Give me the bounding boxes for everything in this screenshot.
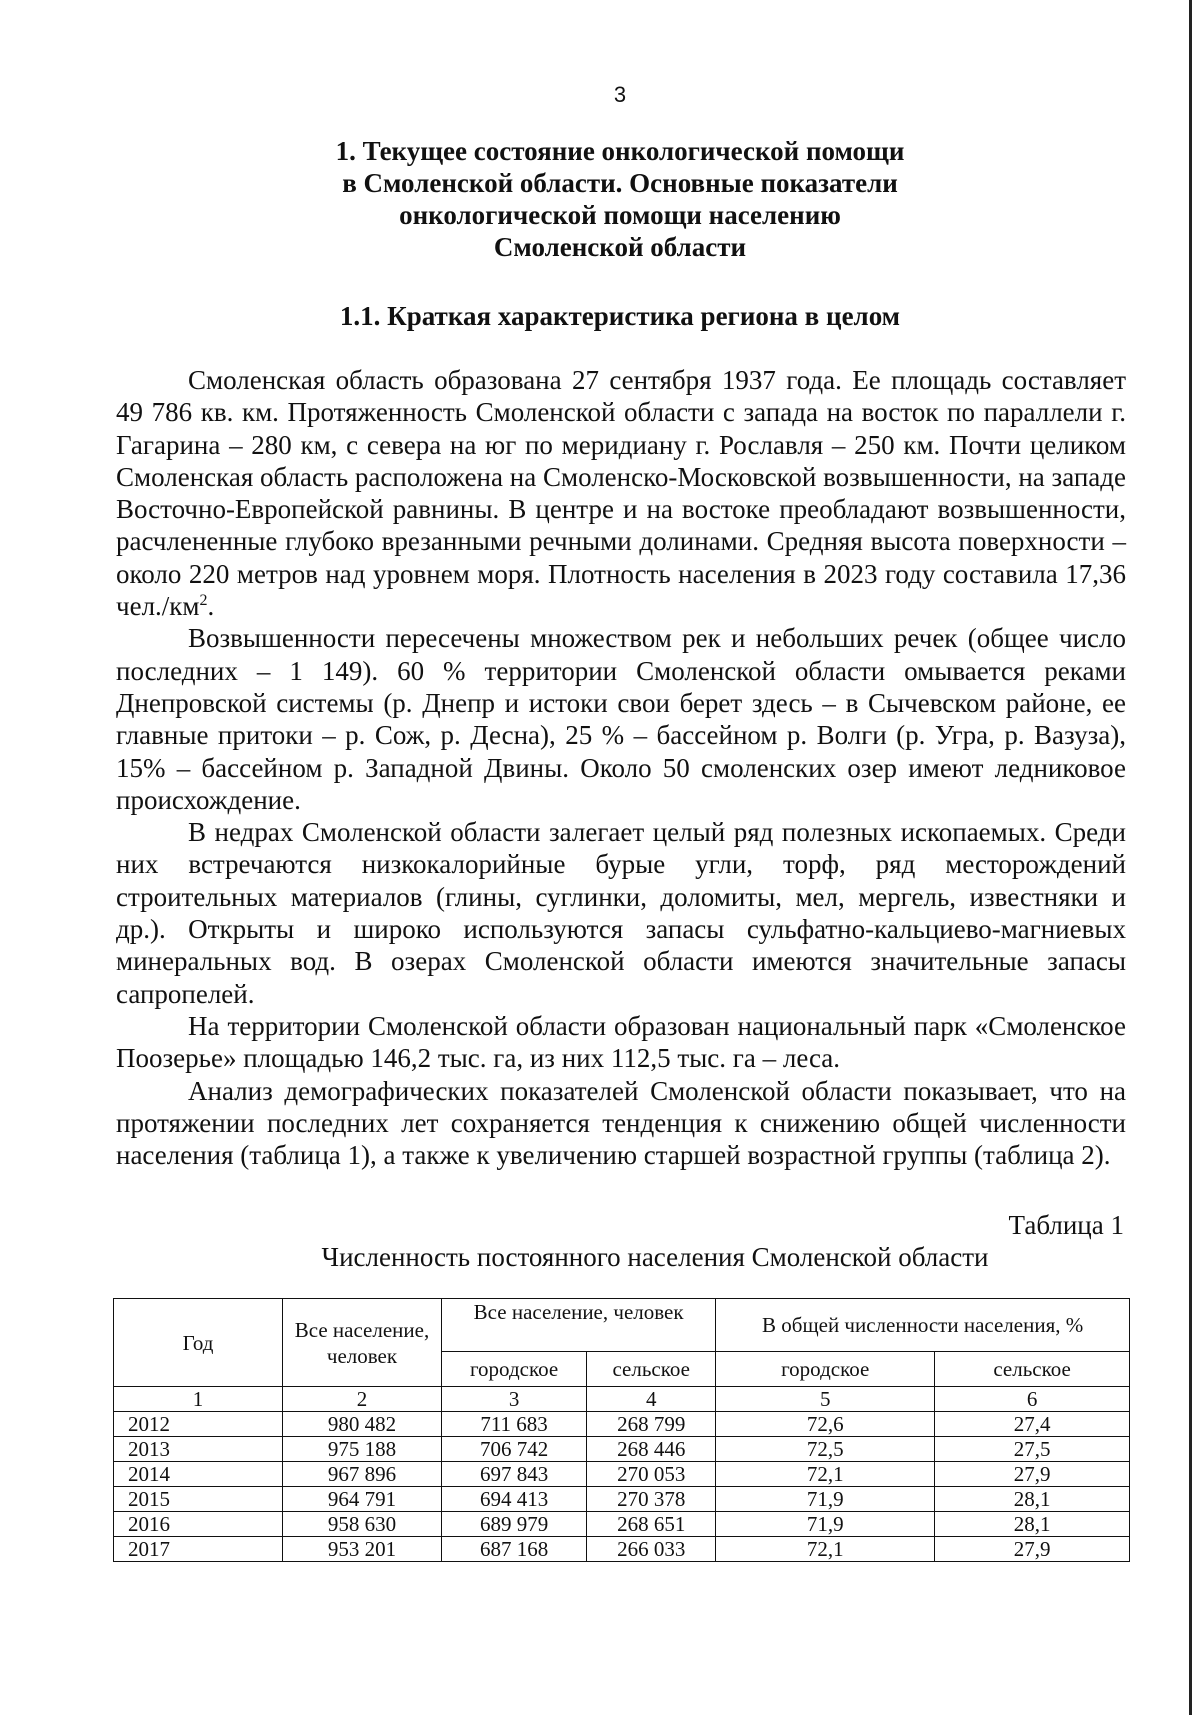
- header-year: Год: [114, 1299, 283, 1387]
- cell-urban: 687 168: [442, 1537, 587, 1562]
- section-heading-line-2: в Смоленской области. Основные показатели: [342, 168, 898, 198]
- cell-rural: 268 799: [587, 1412, 716, 1437]
- header-rural-pct: сельское: [935, 1352, 1130, 1387]
- cell-year: 2014: [114, 1462, 283, 1487]
- cell-rural: 270 378: [587, 1487, 716, 1512]
- table-header-row-1: [114, 1299, 1130, 1352]
- cell-rural-pct: 28,1: [935, 1512, 1130, 1537]
- paragraph-demographics: Анализ демографических показателей Смоленской области показывает, что на протяжении последних лет сохраняется тенденция к снижению общей численности населения (таблица 1), а также к увеличению старшей возрастной группы (таблица 2).: [116, 1075, 1126, 1171]
- paragraph-national-park: На территории Смоленской области образован национальный парк «Смоленское Поозерье» площадью 146,2 тыс. га, из них 112,5 тыс. га – леса.: [116, 1010, 1126, 1074]
- header-urban: городское: [442, 1352, 587, 1387]
- cell-rural-pct: 27,9: [935, 1537, 1130, 1562]
- cell-total: 964 791: [283, 1487, 442, 1512]
- section-heading-line-4: Смоленской области: [493, 232, 747, 262]
- paragraph-rivers: Возвышенности пересечены множеством рек и небольших речек (общее число последних – 1 149). 60 % территории Смоленской области омывается реками Днепровской системы (р. Днепр и истоки свои берет здесь – в Сычевском районе, ее главные притоки – р. Сож, р. Десна), 25 % – бассейном р. Волги (р. Угра, р. Вазуза), 15% – бассейном р. Западной Двины. Около 50 смоленских озер имеют ледниковое происхождение.: [116, 623, 1126, 815]
- table-row: [114, 1412, 1130, 1437]
- section-heading-line-3: онкологической помощи населению: [399, 200, 841, 230]
- header-urban-pct: городское: [716, 1352, 935, 1387]
- cell-total: 958 630: [283, 1512, 442, 1537]
- population-table: [113, 1298, 1130, 1562]
- column-number: 4: [587, 1387, 716, 1412]
- cell-year: 2015: [114, 1487, 283, 1512]
- paragraph-1-text: Смоленская область образована 27 сентября 1937 года. Ее площадь составляет 49 786 кв. км. Протяженность Смоленской области с запада на восток по параллели г. Гагарина – 280 км, с севера на юг по меридиану г. Рославля – 250 км. Почти целиком Смоленская область расположена на Смоленско-Московской возвышенности, на западе Восточно-Европейской равнины. В центре и на востоке преобладают возвышенности, расчлененные глубоко врезанными речными долинами. Средняя высота поверхности – около 220 метров над уровнем моря. Плотность населения в 2023 году составила 17,36 чел./км: [116, 365, 1126, 622]
- table-label: Таблица 1: [1008, 1210, 1124, 1240]
- cell-total: 975 188: [283, 1437, 442, 1462]
- header-all-population: Все население, человек: [283, 1299, 442, 1387]
- cell-urban-pct: 72,1: [716, 1537, 935, 1562]
- column-number: 1: [114, 1387, 283, 1412]
- cell-urban-pct: 71,9: [716, 1512, 935, 1537]
- body-text: [116, 364, 1126, 1171]
- column-number: 6: [935, 1387, 1130, 1412]
- table-row: [114, 1437, 1130, 1462]
- cell-rural: 270 053: [587, 1462, 716, 1487]
- table-row: [114, 1487, 1130, 1512]
- paragraph-region-overview: [116, 364, 1126, 622]
- cell-rural-pct: 27,9: [935, 1462, 1130, 1487]
- page-number: 3: [613, 82, 627, 107]
- table-row: [114, 1462, 1130, 1487]
- cell-year: 2013: [114, 1437, 283, 1462]
- header-rural: сельское: [587, 1352, 716, 1387]
- cell-urban-pct: 71,9: [716, 1487, 935, 1512]
- cell-rural-pct: 27,5: [935, 1437, 1130, 1462]
- header-all-population-group: Все население, человек: [442, 1299, 716, 1352]
- cell-rural: 268 446: [587, 1437, 716, 1462]
- subsection-heading: 1.1. Краткая характеристика региона в целом: [339, 301, 901, 331]
- cell-urban: 711 683: [442, 1412, 587, 1437]
- cell-rural-pct: 27,4: [935, 1412, 1130, 1437]
- cell-urban: 689 979: [442, 1512, 587, 1537]
- cell-urban: 694 413: [442, 1487, 587, 1512]
- table-row: [114, 1537, 1130, 1562]
- cell-year: 2012: [114, 1412, 283, 1437]
- cell-total: 953 201: [283, 1537, 442, 1562]
- column-number: 5: [716, 1387, 935, 1412]
- superscript-2: 2: [199, 592, 208, 610]
- cell-urban-pct: 72,6: [716, 1412, 935, 1437]
- cell-total: 967 896: [283, 1462, 442, 1487]
- cell-urban-pct: 72,5: [716, 1437, 935, 1462]
- cell-urban-pct: 72,1: [716, 1462, 935, 1487]
- cell-rural: 268 651: [587, 1512, 716, 1537]
- section-heading: [250, 135, 990, 263]
- column-number: 3: [442, 1387, 587, 1412]
- cell-rural-pct: 28,1: [935, 1487, 1130, 1512]
- table-row: [114, 1512, 1130, 1537]
- paragraph-minerals: В недрах Смоленской области залегает целый ряд полезных ископаемых. Среди них встречаются низкокалорийные бурые угли, торф, ряд месторождений строительных материалов (глины, суглинки, доломиты, мел, мергель, известняки и др.). Открыты и широко используются запасы сульфатно-кальциево-магниевых минеральных вод. В озерах Смоленской области имеются значительные запасы сапропелей.: [116, 817, 1126, 1009]
- column-number-row: [114, 1387, 1130, 1412]
- cell-urban: 706 742: [442, 1437, 587, 1462]
- paragraph-1-end: .: [207, 591, 215, 622]
- cell-urban: 697 843: [442, 1462, 587, 1487]
- section-heading-line-1: 1. Текущее состояние онкологической помощи: [335, 136, 905, 166]
- column-number: 2: [283, 1387, 442, 1412]
- cell-rural: 266 033: [587, 1537, 716, 1562]
- cell-year: 2016: [114, 1512, 283, 1537]
- cell-total: 980 482: [283, 1412, 442, 1437]
- table-title: Численность постоянного населения Смоленской области: [321, 1242, 989, 1272]
- cell-year: 2017: [114, 1537, 283, 1562]
- scan-edge-line: [1189, 0, 1192, 1715]
- header-share-group: В общей численности населения, %: [716, 1299, 1130, 1352]
